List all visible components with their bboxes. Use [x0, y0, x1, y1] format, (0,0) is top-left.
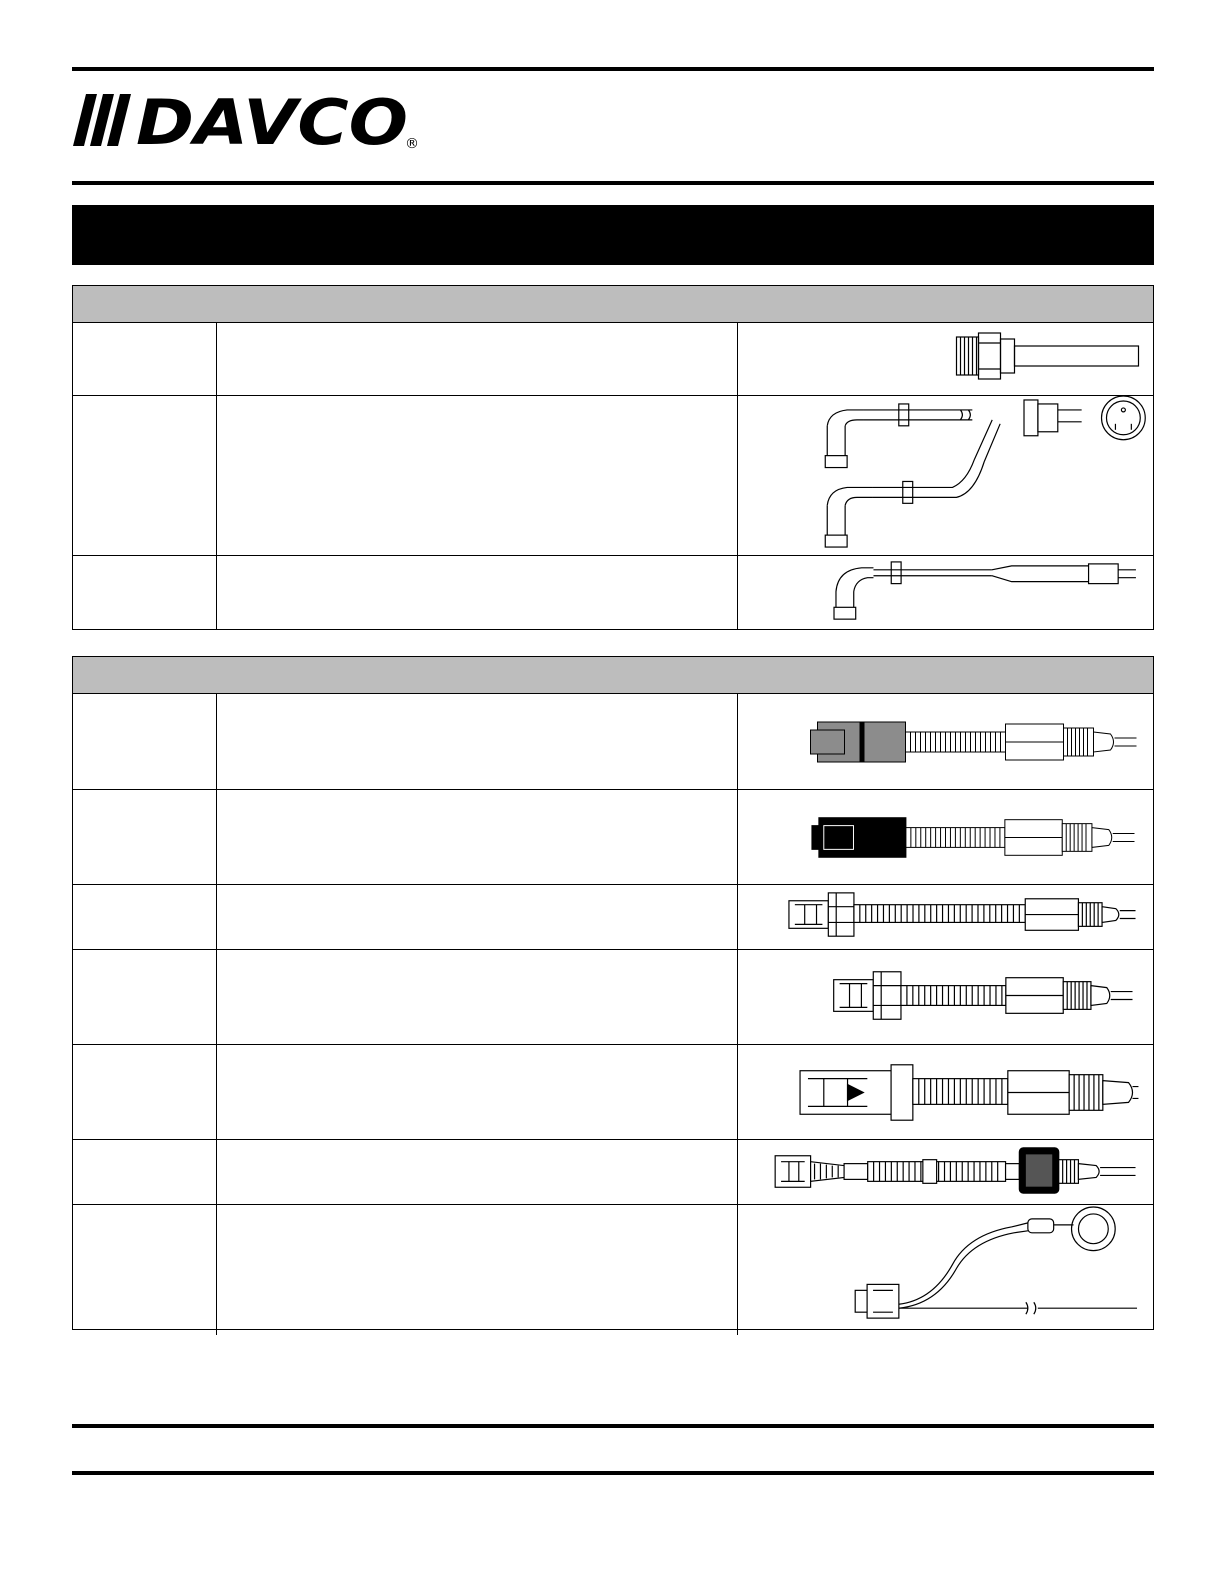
- clip-connector-sensor-long-icon: [738, 885, 1153, 949]
- description-cell: [217, 950, 738, 1044]
- sensor-section-2: [72, 656, 1154, 1330]
- description-cell: [217, 694, 738, 789]
- table-row: [73, 555, 1153, 630]
- large-connector-sensor-icon: [738, 1045, 1153, 1139]
- description-cell: [217, 1140, 738, 1204]
- gray-connector-sensor-icon: [738, 694, 1153, 789]
- part-number-cell: [73, 790, 217, 884]
- part-number-cell: [73, 885, 217, 949]
- davco-logo: [72, 92, 422, 152]
- logo-wordmark: DAVCO: [136, 92, 408, 152]
- title-bar: [72, 205, 1154, 265]
- part-number-cell: [73, 694, 217, 789]
- description-cell: [217, 1205, 738, 1335]
- description-cell: [217, 556, 738, 630]
- product-image-cell: [738, 1045, 1153, 1139]
- table-row: [73, 395, 1153, 555]
- top-rule: [72, 67, 1154, 71]
- product-image-cell: [738, 790, 1153, 884]
- part-number-cell: [73, 1045, 217, 1139]
- table-row: [73, 1139, 1153, 1204]
- logo-stripes-icon: [73, 94, 131, 146]
- part-number-cell: [73, 556, 217, 630]
- description-cell: [217, 323, 738, 395]
- elbow-probe-harness-icon: [738, 556, 1153, 630]
- table-row: [73, 1204, 1153, 1335]
- footer-bottom-rule: [72, 1471, 1154, 1475]
- section-header: [73, 657, 1153, 694]
- product-image-cell: [738, 556, 1153, 630]
- sensor-section-1: [72, 285, 1154, 630]
- description-cell: [217, 885, 738, 949]
- sensor-probe-icon: [738, 323, 1153, 395]
- part-number-cell: [73, 1140, 217, 1204]
- product-image-cell: [738, 1140, 1153, 1204]
- product-image-cell: [738, 694, 1153, 789]
- black-connector-sensor-icon: [738, 790, 1153, 884]
- table-row: [73, 884, 1153, 949]
- section-header: [73, 286, 1153, 323]
- description-cell: [217, 790, 738, 884]
- ring-terminal-harness-icon: [738, 1205, 1153, 1335]
- footer-top-rule: [72, 1424, 1154, 1428]
- davco-labeled-sensor-icon: [738, 1140, 1153, 1204]
- table-row: [73, 694, 1153, 789]
- product-image-cell: [738, 1205, 1153, 1335]
- table-row: [73, 323, 1153, 395]
- product-image-cell: [738, 323, 1153, 395]
- part-number-cell: [73, 323, 217, 395]
- clip-connector-sensor-short-icon: [738, 950, 1153, 1044]
- table-row: [73, 1044, 1153, 1139]
- product-image-cell: [738, 396, 1153, 555]
- part-number-cell: [73, 396, 217, 555]
- part-number-cell: [73, 950, 217, 1044]
- part-number-cell: [73, 1205, 217, 1335]
- product-image-cell: [738, 885, 1153, 949]
- table-row: [73, 789, 1153, 884]
- description-cell: [217, 1045, 738, 1139]
- footer-text: [72, 1436, 1154, 1466]
- description-cell: [217, 396, 738, 555]
- y-harness-elbow-icon: [738, 396, 1153, 555]
- table-row: [73, 949, 1153, 1044]
- registered-mark: ®: [405, 136, 419, 152]
- logo-rule: [72, 181, 1154, 185]
- product-image-cell: [738, 950, 1153, 1044]
